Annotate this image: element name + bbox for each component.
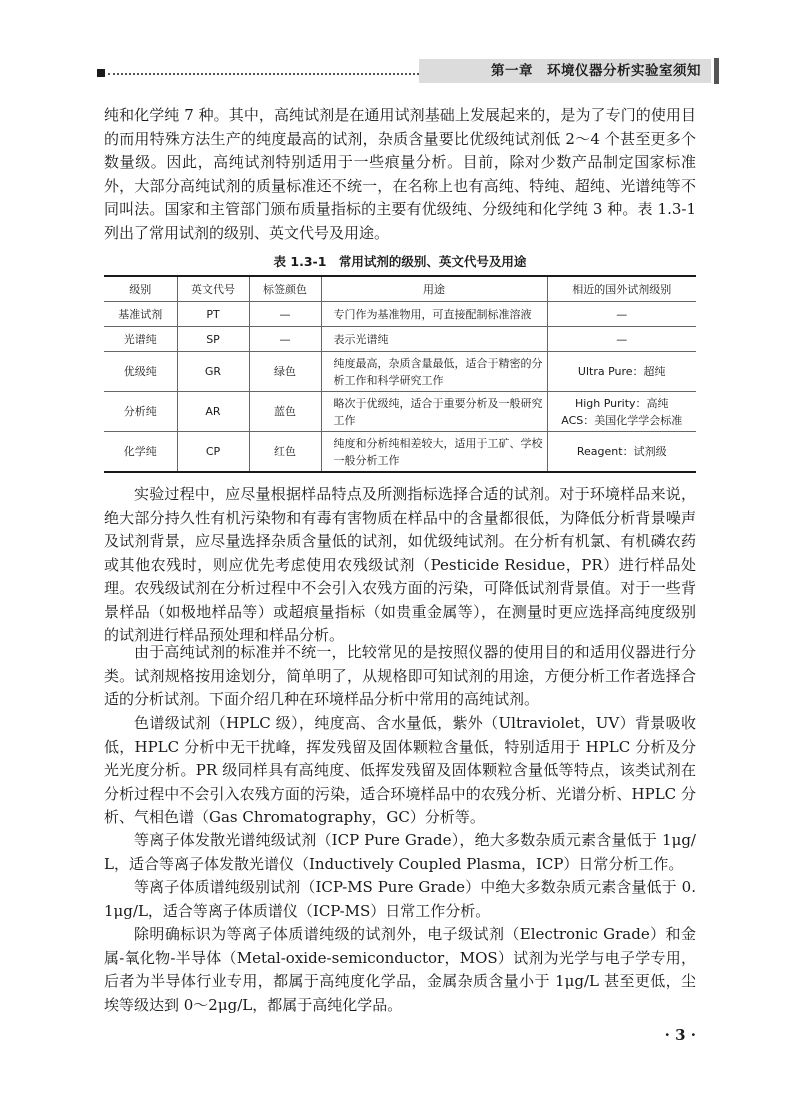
chapter-title: 第一章 环境仪器分析实验室须知 (419, 59, 711, 83)
table-row (104, 327, 696, 352)
foreign-grade-cell (547, 392, 696, 432)
label-color-cell: 蓝色 (249, 392, 321, 432)
foreign-grade-cell (547, 302, 696, 327)
foreign-grade-line: — (616, 307, 628, 321)
label-color-cell: 红色 (249, 432, 321, 473)
running-header (97, 58, 719, 84)
column-header-usage: 用途 (321, 276, 547, 302)
usage-cell: 纯度最高，杂质含量最低，适合于精密的分析工作和科学研究工作 (321, 352, 547, 392)
usage-cell: 专门作为基准物用，可直接配制标准溶液 (321, 302, 547, 327)
table-row (104, 352, 696, 392)
grade-cell: 分析纯 (104, 392, 177, 432)
usage-cell: 纯度和分析纯相差较大，适用于工矿、学校一般分析工作 (321, 432, 547, 473)
body-paragraph-icp-grade: 等离子体发散光谱纯级试剂（ICP Pure Grade），绝大多数杂质元素含量低于 1μg/L，适合等离子体发散光谱仪（Inductively Coupled Plasma，ICP）日常分析工作。 (104, 831, 696, 873)
label-color-cell: 绿色 (249, 352, 321, 392)
foreign-grade-line: Ultra Pure：超纯 (577, 365, 666, 378)
header-dotted-rule (108, 73, 419, 75)
column-header-grade: 级别 (104, 276, 177, 302)
intro-paragraph: 纯和化学纯 7 种。其中，高纯试剂是在通用试剂基础上发展起来的，是为了专门的使用目的而用特殊方法生产的纯度最高的试剂，杂质含量要比优级纯试剂低 2～4 个甚至更多个数量级。因此，高纯试剂特别适用于一些痕量分析。目前，除对少数产品制定国家标准外，大部分高纯试剂的质量标准还不统一，在名称上也有高纯、特纯、超纯、光谱纯等不同叫法。国家和主管部门颁布质量指标的主要有优级纯、分级纯和化学纯 3 种。表 1.3-1 列出了常用试剂的级别、英文代号及用途。 (104, 106, 696, 242)
body-paragraph-reagent-selection: 实验过程中，应尽量根据样品特点及所测指标选择合适的试剂。对于环境样品来说，绝大部分持久性有机污染物和有毒有害物质在样品中的含量都很低，为降低分析背景噪声及试剂背景，应尽量选择杂质含量低的试剂，如优级纯试剂。在分析有机氯、有机磷农药或其他农残时，则应优先考虑使用农残级试剂（Pesticide Residue，PR）进行样品处理。农残级试剂在分析过程中不会引入农残方面的污染，可降低试剂背景值。对于一些背景样品（如极地样品等）或超痕量指标（如贵重金属等），在测量时更应选择高纯度级别的试剂进行样品预处理和样品分析。 (104, 485, 696, 644)
grade-cell: 基准试剂 (104, 302, 177, 327)
body-paragraph-hplc-grade: 色谱级试剂（HPLC 级），纯度高、含水量低，紫外（Ultraviolet，UV）背景吸收低，HPLC 分析中无干扰峰，挥发残留及固体颗粒含量低，特别适用于 HPLC 分析及分光光度分析。PR 级同样具有高纯度、低挥发残留及固体颗粒含量低等特点，该类试剂在分析过程中不会引入农残方面的污染，适合环境样品中的农残分析、光谱分析、HPLC 分析、气相色谱（Gas Chromatography，GC）分析等。 (104, 714, 697, 826)
label-color-cell: — (249, 302, 321, 327)
foreign-grade-cell (547, 432, 696, 473)
table-caption: 表 1.3-1 常用试剂的级别、英文代号及用途 (273, 254, 527, 269)
table-row (104, 392, 696, 432)
grade-cell: 优级纯 (104, 352, 177, 392)
foreign-grade-line: Reagent：试剂级 (576, 445, 667, 458)
body-paragraph-icp-ms-grade: 等离子体质谱纯级别试剂（ICP-MS Pure Grade）中绝大多数杂质元素含量低于 0.1μg/L，适合等离子体质谱仪（ICP-MS）日常工作分析。 (104, 878, 696, 920)
foreign-grade-line: High Purity：高纯 (574, 396, 669, 410)
body-paragraph-classification: 由于高纯试剂的标准并不统一，比较常见的是按照仪器的使用目的和适用仪器进行分类。试剂规格按用途划分，简单明了，从规格即可知试剂的用途，方便分析工作者选择合适的分析试剂。下面介绍几种在环境样品分析中常用的高纯试剂。 (104, 643, 696, 708)
usage-cell: 表示光谱纯 (321, 327, 547, 352)
grade-cell: 化学纯 (104, 432, 177, 473)
foreign-grade-cell (547, 352, 696, 392)
header-square-marker (97, 69, 105, 77)
column-header-code: 英文代号 (177, 276, 249, 302)
code-cell: AR (177, 392, 249, 432)
reagent-grade-table (104, 275, 696, 473)
code-cell: PT (177, 302, 249, 327)
column-header-label-color: 标签颜色 (249, 276, 321, 302)
usage-cell: 略次于优级纯，适合于重要分析及一般研究工作 (321, 392, 547, 432)
table-row (104, 302, 696, 327)
column-header-foreign-grade: 相近的国外试剂级别 (547, 276, 696, 302)
body-paragraph-electronic-grade: 除明确标识为等离子体质谱纯级的试剂外，电子级试剂（Electronic Grade）和金属-氧化物-半导体（Metal-oxide-semiconductor，MOS）试剂为光学与电子学专用，后者为半导体行业专用，都属于高纯度化学品，金属杂质含量小于 1μg/L 甚至更低，尘埃等级达到 0～2μg/L，都属于高纯化学品。 (104, 925, 696, 1014)
label-color-cell: — (249, 327, 321, 352)
code-cell: GR (177, 352, 249, 392)
foreign-grade-line: ACS：美国化学学会标准 (561, 413, 683, 427)
code-cell: SP (177, 327, 249, 352)
header-edge-bar (714, 58, 719, 84)
foreign-grade-cell (547, 327, 696, 352)
foreign-grade-line: — (616, 332, 628, 346)
code-cell: CP (177, 432, 249, 473)
table-row (104, 432, 696, 473)
grade-cell: 光谱纯 (104, 327, 177, 352)
table-header-row (104, 276, 696, 302)
page-number: · 3 · (664, 1026, 696, 1044)
